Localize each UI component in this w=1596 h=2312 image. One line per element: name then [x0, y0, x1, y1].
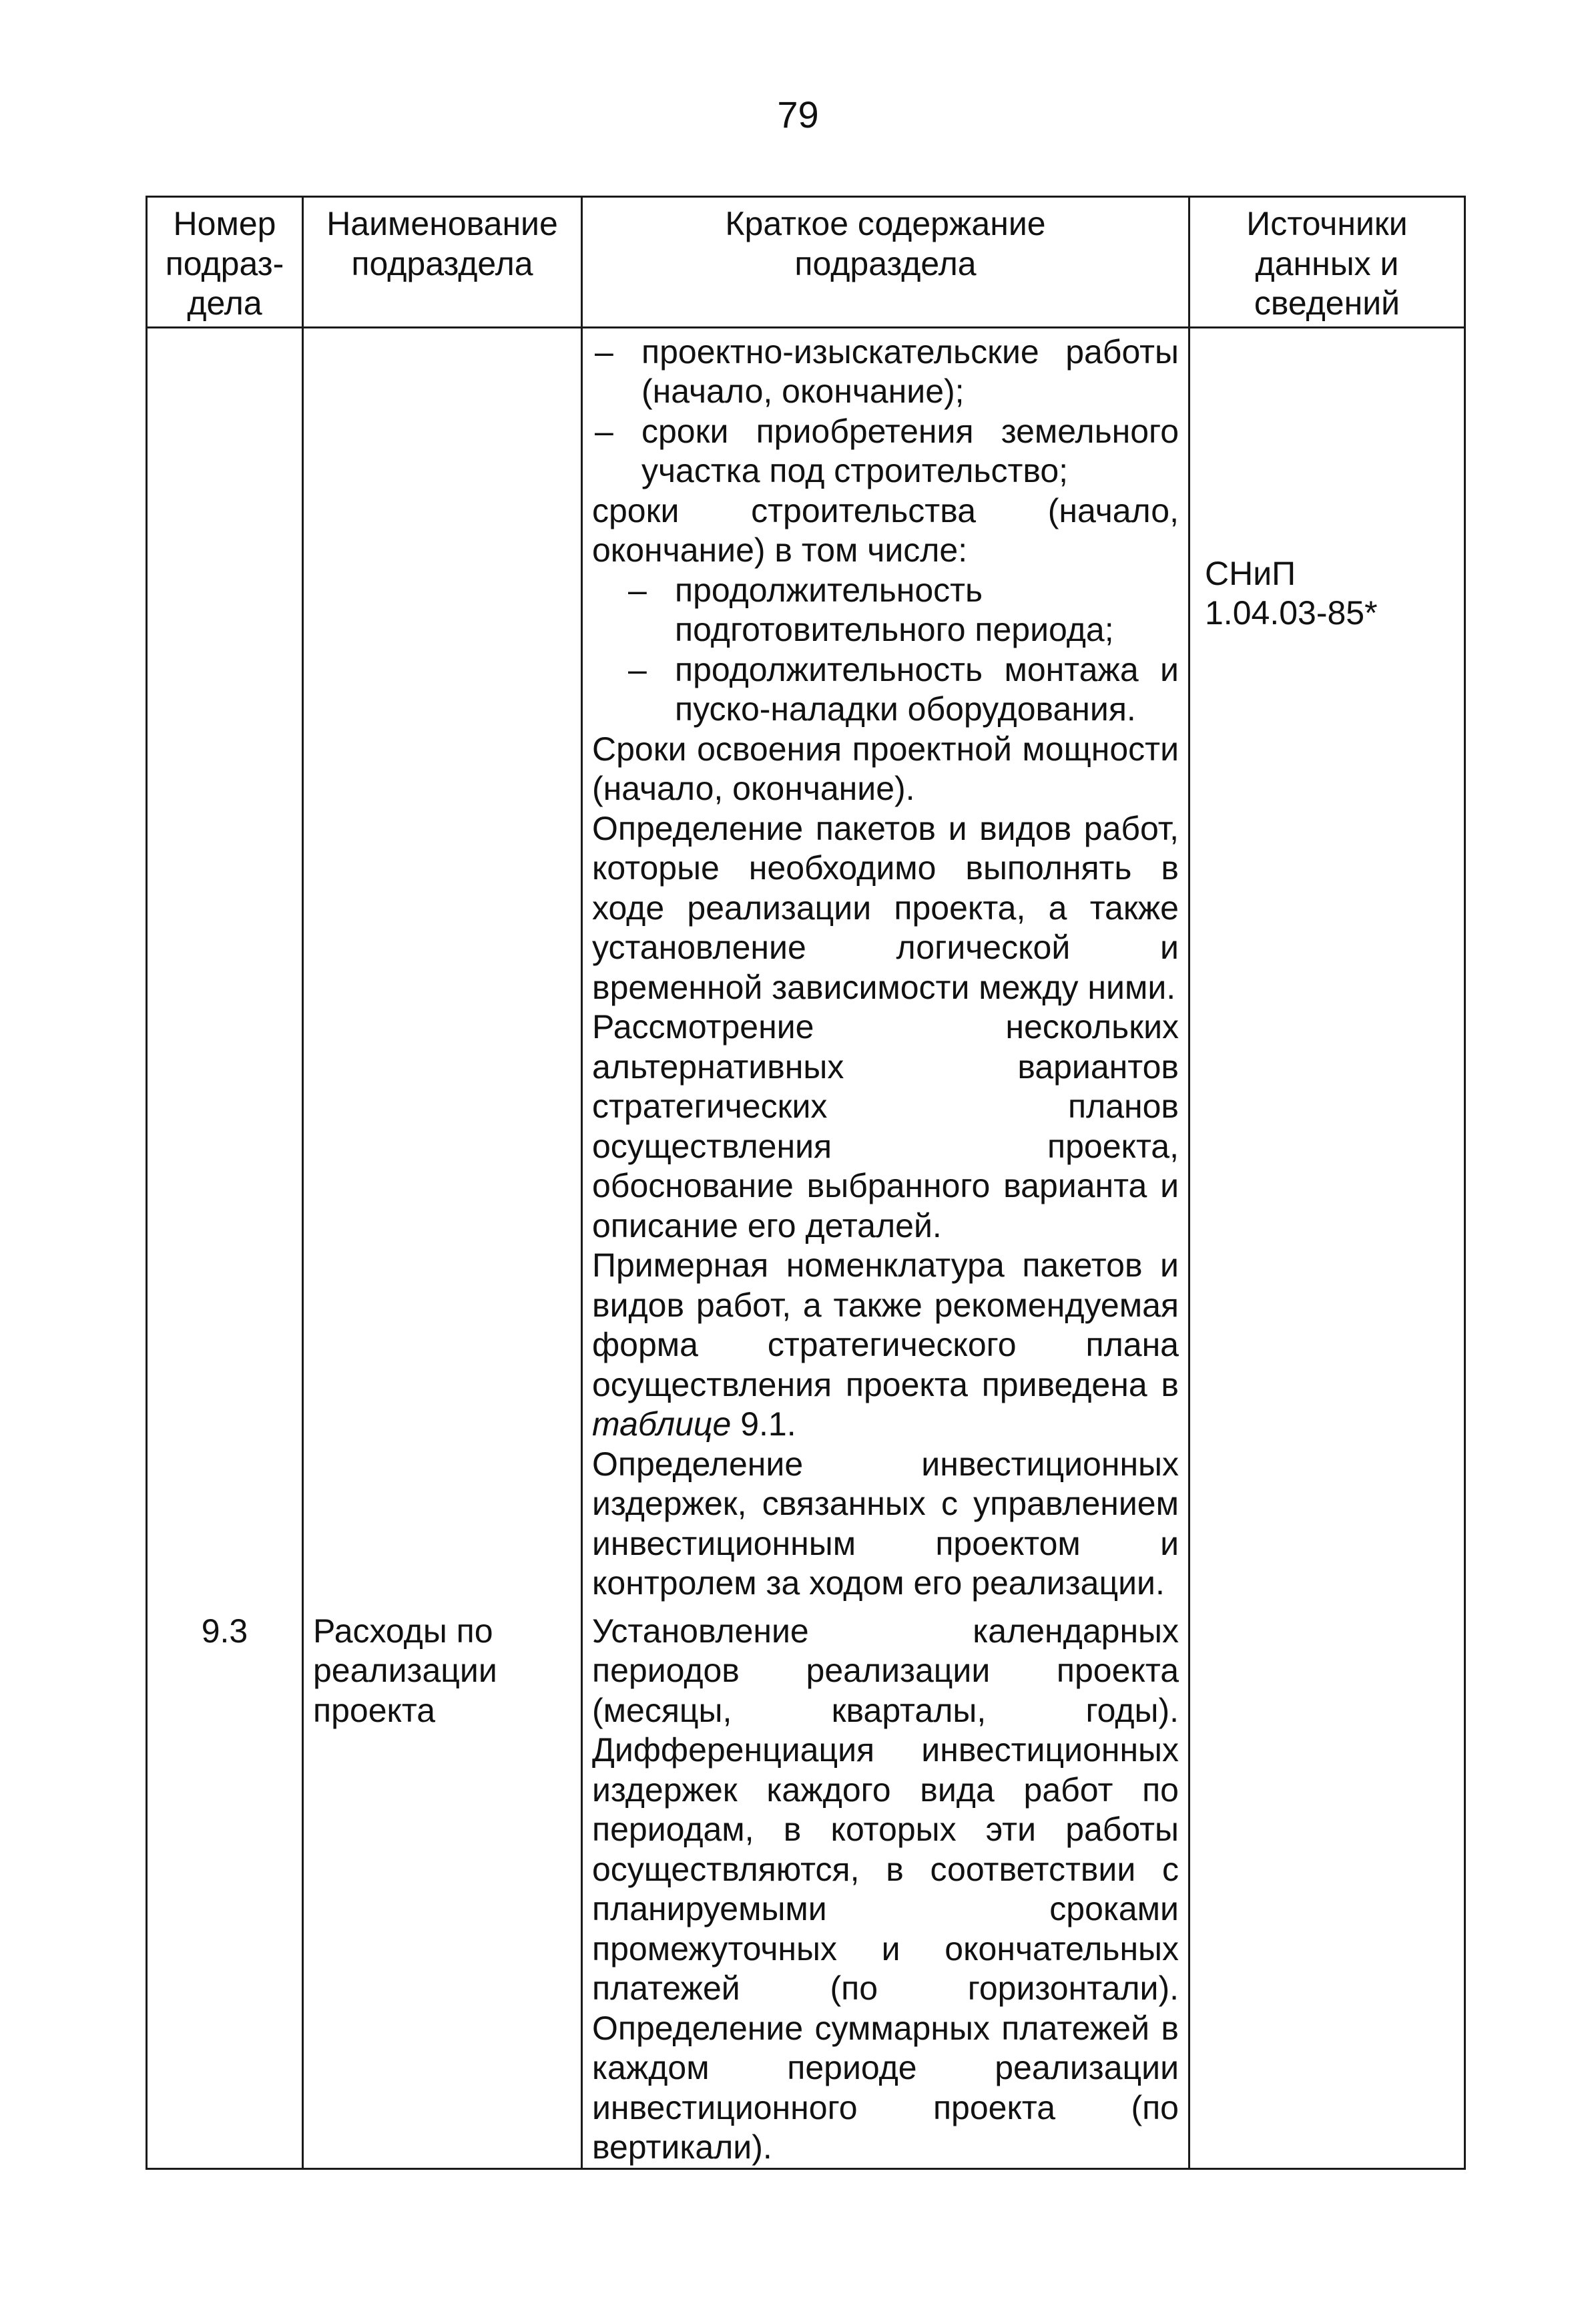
header-sources: Источники данных и сведений [1189, 197, 1465, 328]
paragraph-work-packages: Определение пакетов и видов работ, которые необходимо выполнять в ходе реализации проекта, а также установление логической и временной зависимости между ними. [592, 809, 1179, 1006]
row2-content-cell [582, 1612, 1189, 2169]
paragraph-implementation-costs: Установление календарных периодов реализации проекта (месяцы, кварталы, годы). Дифференциация инвестиционных издержек каждого вида работ по периодам, в которых эти работы осуществляются, в соответствии с планируемыми сроками промежуточных и окончательных платежей (по горизонтали). Определение суммарных платежей в каждом периоде реализации инвестиционного проекта (по вертикали). [592, 1612, 1179, 2166]
paragraph-nomenclature [592, 1246, 1179, 1445]
table-reference-number: 9.1. [731, 1405, 796, 1443]
list-item [592, 412, 1179, 491]
row-gap [592, 1604, 1179, 1612]
row2-sources-cell [1189, 1612, 1465, 2169]
header-subsection-number: Номер подраз- дела [147, 197, 303, 328]
row2-name-cell: Расходы по реализации проекта [303, 1612, 582, 2169]
list-item-text: проектно-изыскательские работы (начало, окончание); [641, 332, 1179, 410]
header-subsection-name: Наименование подраздела [303, 197, 582, 328]
row1-sources-cell [1189, 327, 1465, 1612]
paragraph-capacity-dates: Сроки освоения проектной мощности (начало, окончание). [592, 730, 1179, 807]
table-row [147, 1612, 1465, 2169]
row1-content-cell [582, 327, 1189, 1612]
dash-bullet: – [595, 332, 613, 371]
list-item-text: сроки приобретения земельного участка под строительство; [641, 412, 1179, 489]
dash-bullet: – [628, 571, 647, 609]
row1-name-cell [303, 327, 582, 1612]
table-reference-word: таблице [592, 1405, 732, 1443]
page-number: 79 [777, 93, 819, 136]
list-item [592, 332, 1179, 412]
list-item-text: продолжительность монтажа и пуско-наладки оборудования. [675, 650, 1179, 728]
paragraph-construction-dates: сроки строительства (начало, окончание) в том числе: [592, 491, 1179, 569]
list-item-text: продолжительность подготовительного периода; [675, 571, 1114, 648]
paragraph-alternatives: Рассмотрение нескольких альтернативных вариантов стратегических планов осуществления проекта, обоснование выбранного варианта и описание его деталей. [592, 1008, 1179, 1244]
table-row [147, 327, 1465, 1612]
list-item [592, 650, 1179, 730]
dash-bullet: – [595, 412, 613, 450]
nomenclature-text: Примерная номенклатура пакетов и видов работ, а также рекомендуемая форма стратегического плана осуществления проекта приведена в [592, 1246, 1179, 1403]
row1-number-cell [147, 327, 303, 1612]
list-item [592, 571, 1179, 650]
source-snip-label: СНиП [1205, 554, 1296, 592]
dash-bullet: – [628, 650, 647, 688]
paragraph-investment-costs: Определение инвестиционных издержек, связанных с управлением инвестиционным проектом и контролем за ходом его реализации. [592, 1445, 1179, 1602]
source-spacer [1205, 332, 1454, 554]
row2-number-cell: 9.3 [147, 1612, 303, 2169]
table-header-row [147, 197, 1465, 328]
subsection-table [146, 196, 1466, 2170]
source-snip-number: 1.04.03-85* [1205, 594, 1378, 632]
header-content-summary: Краткое содержание подраздела [582, 197, 1189, 328]
